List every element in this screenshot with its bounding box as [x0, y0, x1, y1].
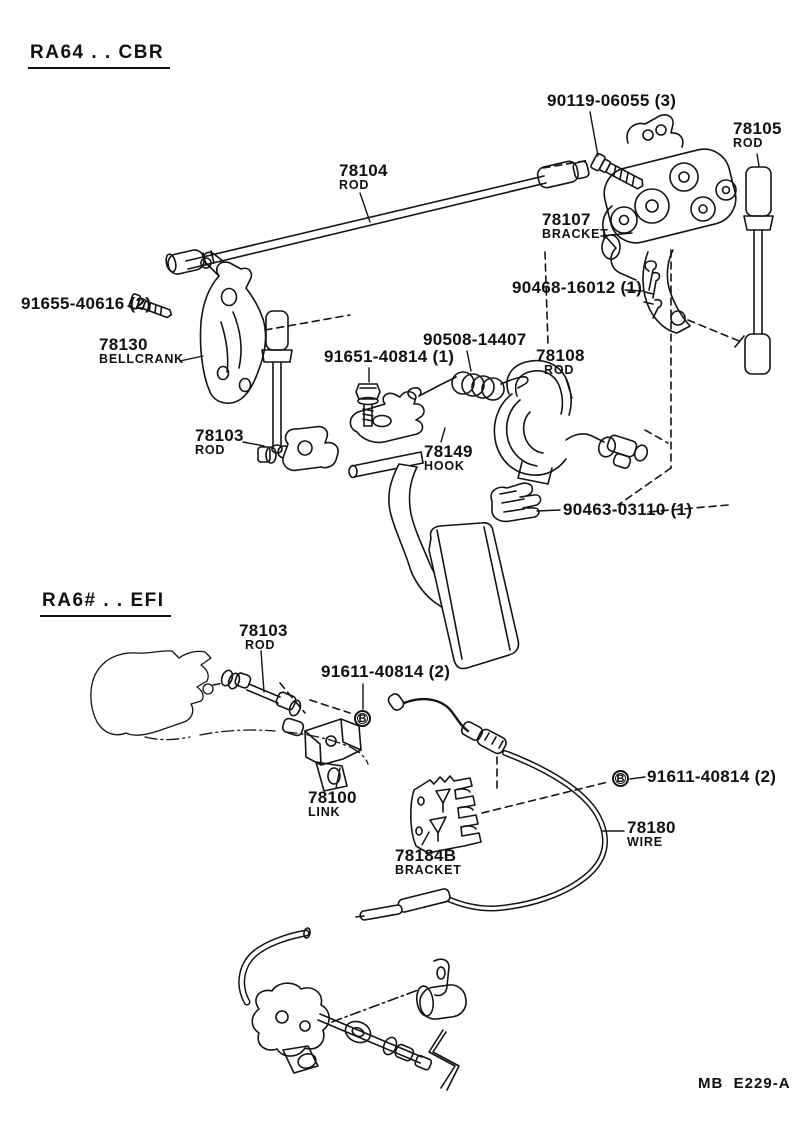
part-label-78100 [308, 789, 357, 819]
part-number: 78180 [627, 818, 676, 837]
art-rod-78108 [494, 361, 649, 484]
part-name: ROD [733, 136, 764, 151]
part-label-78103-cbr [195, 427, 244, 457]
part-number: 91611-40814 (2) [647, 767, 777, 786]
art-bracket-78184b [411, 776, 481, 853]
part-label-90508-14407 [423, 331, 527, 348]
part-number: 91655-40616 (2) [21, 294, 152, 313]
part-number: 91611-40814 (2) [321, 662, 451, 681]
part-name: LINK [308, 805, 341, 820]
art-pedal-assembly [258, 427, 519, 669]
part-name: BRACKET [395, 863, 462, 878]
fastener-marker-b-right: B [612, 770, 629, 787]
art-clip-90463 [491, 483, 541, 521]
art-rod-78103-efi [220, 669, 303, 717]
part-label-78149 [424, 443, 473, 473]
part-name: BRACKET [542, 227, 609, 242]
art-bolt-91651 [356, 384, 380, 426]
part-label-91651-40814 [324, 348, 454, 365]
part-number: 78130 [99, 335, 148, 354]
part-label-78108 [536, 347, 585, 377]
part-number: 78108 [536, 346, 585, 365]
part-number: 78104 [339, 161, 388, 180]
part-number: 90468-16012 (1) [512, 278, 643, 297]
part-label-78104 [339, 162, 388, 192]
part-name: ROD [339, 178, 370, 193]
fastener-marker-b-left: B [354, 710, 371, 727]
section-header-efi: RA6# . . EFI [40, 590, 171, 617]
part-name: ROD [245, 638, 276, 653]
part-label-78180 [627, 819, 676, 849]
art-rod-78105 [735, 167, 773, 374]
art-link-78100 [281, 717, 361, 791]
part-number: 78184B [395, 846, 457, 865]
section-header-cbr: RA64 . . CBR [28, 42, 170, 69]
part-number: 78105 [733, 119, 782, 138]
part-name: BELLCRANK [99, 352, 184, 367]
art-throttle-linkage [242, 928, 468, 1090]
part-name: HOOK [424, 459, 465, 474]
part-label-78107 [542, 211, 609, 241]
art-bellcrank-78130 [200, 252, 265, 403]
art-dashed-lines-bottom [213, 683, 608, 813]
part-label-90119-06055 [547, 92, 676, 109]
part-label-90468-16012 [512, 279, 642, 296]
part-number: 90119-06055 (3) [547, 91, 677, 110]
part-label-78130 [99, 336, 184, 366]
part-number: 78149 [424, 442, 473, 461]
part-name: ROD [544, 363, 575, 378]
part-number: 78107 [542, 210, 591, 229]
art-wire-78180 [356, 692, 605, 921]
part-label-90463-03110 [563, 501, 692, 518]
art-clip-90468 [644, 261, 662, 318]
part-label-91611-40814-right [647, 768, 776, 785]
art-bolt-90119 [590, 153, 646, 193]
part-name: WIRE [627, 835, 663, 850]
part-label-78103-efi [239, 622, 288, 652]
part-label-78105 [733, 120, 782, 150]
part-number: 91651-40814 (1) [324, 347, 455, 366]
part-number: 90463-03110 (1) [563, 500, 693, 519]
art-bracket-78107 [599, 115, 742, 333]
part-label-91655-40616 [21, 295, 151, 312]
part-label-78184b [395, 847, 462, 877]
part-number: 78103 [195, 426, 244, 445]
figure-code: MB E229-A [698, 1075, 791, 1092]
part-name: ROD [195, 443, 226, 458]
part-number: 78100 [308, 788, 357, 807]
part-label-91611-40814-left [321, 663, 450, 680]
part-number: 78103 [239, 621, 288, 640]
part-number: 90508-14407 [423, 330, 527, 349]
